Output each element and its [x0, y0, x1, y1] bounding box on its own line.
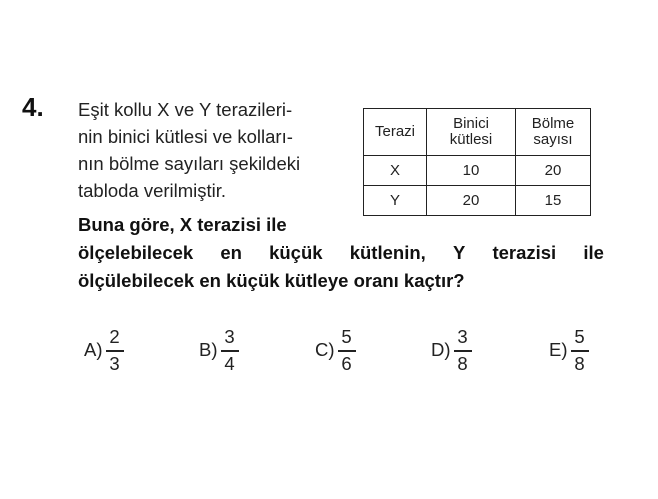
question-prompt-line-justified [78, 242, 604, 264]
prompt-word: küçük [269, 242, 323, 263]
table-cell: 10 [427, 156, 516, 186]
option-label: A) [84, 339, 103, 361]
header-text: Terazi [374, 123, 415, 140]
prompt-word: kütlenin, [349, 242, 426, 263]
option-fraction [221, 327, 239, 374]
table-header-cell [516, 109, 591, 156]
denominator: 3 [109, 352, 120, 374]
table-cell: 20 [516, 156, 591, 186]
option-fraction [338, 327, 356, 374]
denominator: 8 [457, 352, 468, 374]
question-number: 4. [22, 92, 44, 122]
header-text: Bölme sayısı [531, 115, 575, 148]
option-label: C) [315, 339, 335, 361]
denominator: 4 [224, 352, 235, 374]
denominator: 6 [341, 352, 352, 374]
fraction-bar [338, 350, 356, 352]
table-cell: 15 [516, 186, 591, 216]
numerator: 2 [109, 326, 120, 347]
fraction-bar [571, 350, 589, 352]
header-text: Binici kütlesi [449, 115, 493, 148]
prompt-word: ile [583, 242, 604, 263]
option-c[interactable] [315, 327, 356, 374]
option-fraction [106, 327, 124, 374]
prompt-word: ölçelebilecek [78, 242, 194, 263]
fraction-bar [221, 350, 239, 352]
table-header-cell [427, 109, 516, 156]
option-label: D) [431, 339, 451, 361]
question-prompt-line: Buna göre, X terazisi ile [78, 214, 287, 235]
option-label: E) [549, 339, 568, 361]
table-cell: 20 [427, 186, 516, 216]
denominator: 8 [574, 352, 585, 374]
table-cell: X [364, 156, 427, 186]
option-d[interactable] [431, 327, 472, 374]
question-prompt-line: ölçülebilecek en küçük kütleye oranı kaçtır? [78, 270, 465, 291]
option-a[interactable] [84, 327, 124, 374]
fraction-bar [106, 350, 124, 352]
table-header-row [364, 109, 591, 156]
numerator: 5 [341, 326, 352, 347]
question-intro [78, 96, 348, 204]
numerator: 5 [574, 326, 585, 347]
table-header-cell [364, 109, 427, 156]
intro-line: tabloda verilmiştir. [78, 180, 227, 201]
option-b[interactable] [199, 327, 239, 374]
intro-line: nin binici kütlesi ve kolları- [78, 126, 293, 147]
data-table [363, 108, 591, 216]
intro-line: nın bölme sayıları şekildeki [78, 153, 301, 174]
numerator: 3 [457, 326, 468, 347]
table-row [364, 156, 591, 186]
prompt-word: en [220, 242, 242, 263]
prompt-word: Y [452, 242, 466, 263]
option-fraction [571, 327, 589, 374]
table-cell: Y [364, 186, 427, 216]
option-e[interactable] [549, 327, 589, 374]
numerator: 3 [224, 326, 235, 347]
prompt-word: terazisi [492, 242, 557, 263]
option-label: B) [199, 339, 218, 361]
intro-line: Eşit kollu X ve Y terazileri- [78, 99, 293, 120]
table-row [364, 186, 591, 216]
option-fraction [454, 327, 472, 374]
fraction-bar [454, 350, 472, 352]
